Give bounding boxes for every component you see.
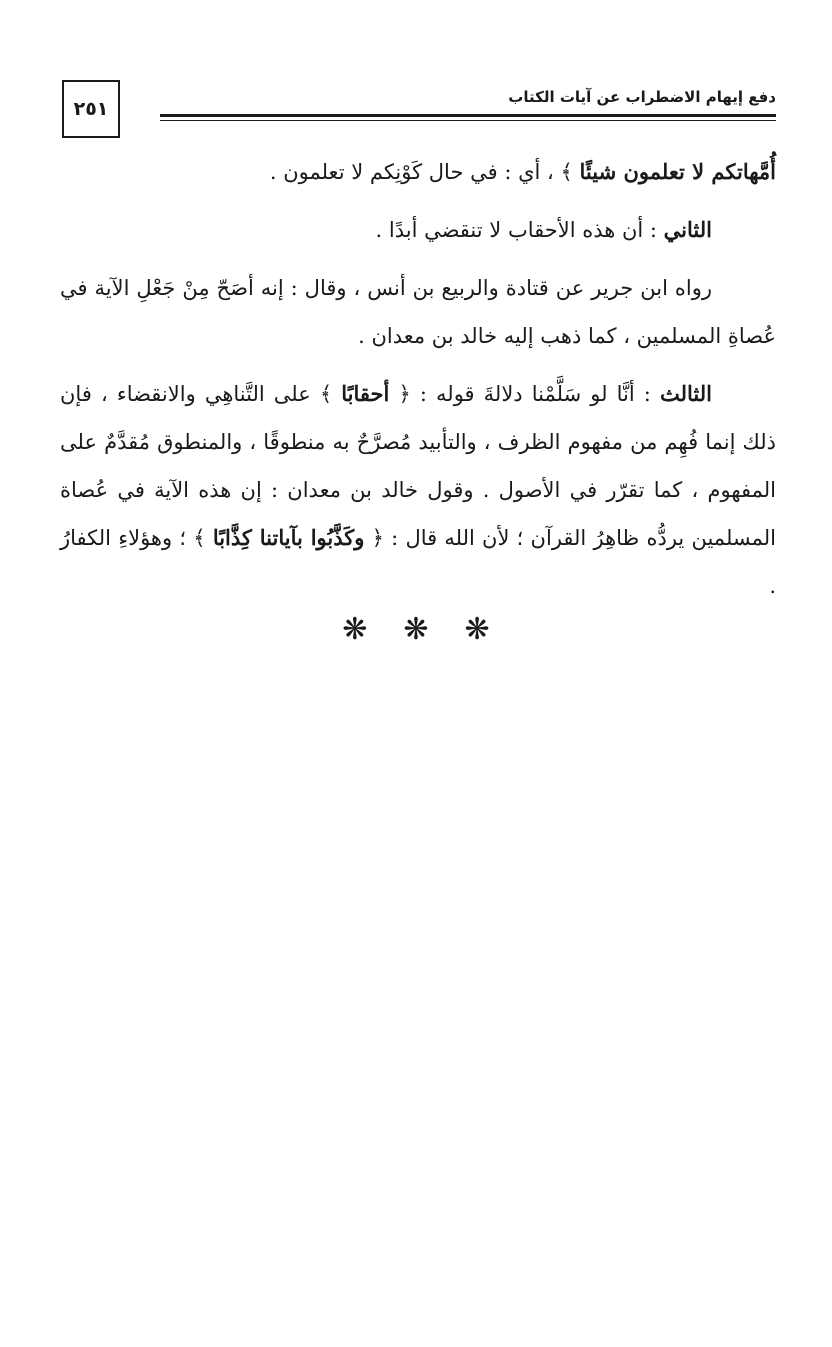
paragraph-1 bbox=[60, 148, 776, 196]
paragraph-1-text: ، أي : في حال كَوْنِكم لا تعلمون . bbox=[269, 160, 554, 184]
point-label-second: الثاني bbox=[663, 217, 712, 242]
verse-close-bracket: ﴾ bbox=[560, 160, 573, 184]
paragraph-4 bbox=[60, 370, 776, 610]
verse-close-bracket: ﴾ bbox=[319, 382, 333, 406]
paragraph-4-text-c: ؛ وهؤلاءِ الكفارُ . bbox=[60, 526, 776, 598]
verse-close-bracket-2: ﴾ bbox=[193, 526, 206, 550]
running-title: دفع إيهام الاضطراب عن آيات الكتاب bbox=[508, 88, 776, 106]
paragraph-4-text-a: : أنَّا لو سَلَّمْنا دلالةَ قوله : bbox=[419, 382, 651, 406]
paragraph-2 bbox=[60, 206, 776, 254]
paragraph-4-text-b: على التَّناهِي والانقضاء ، فإن ذلك إنما فُهِم من مفهوم الظرف ، والتأبيد مُصرَّحٌ به منطوقًا ، والمنطوق مُقدَّمٌ على المفهوم ، كما تقرّر في الأصول . وقول خالد بن معدان : إن هذه الآية في عُصاة المسلمين يردُّه ظاهِرُ القرآن ؛ لأن الله قال : bbox=[60, 382, 777, 550]
verse-open-bracket: ﴿ bbox=[398, 382, 411, 406]
page-number: ٢٥١ bbox=[62, 80, 120, 138]
header-rule-thin bbox=[160, 120, 776, 121]
verse-kadhdhabu: وكَذَّبُوا بآياتنا كِذَّابًا bbox=[212, 525, 365, 550]
verse-open-bracket-2: ﴿ bbox=[371, 526, 384, 550]
body-text bbox=[60, 148, 776, 620]
verse-ahqaban: أحقابًا bbox=[341, 381, 390, 406]
section-separator: ❋❋❋ bbox=[342, 612, 526, 647]
verse-fragment: أُمَّهاتكم لا تعلمون شيئًا bbox=[579, 159, 776, 184]
header-rule bbox=[160, 114, 776, 117]
paragraph-3 bbox=[60, 264, 776, 360]
paragraph-2-text: : أن هذه الأحقاب لا تنقضي أبدًا . bbox=[375, 218, 657, 242]
paragraph-3-text: رواه ابن جرير عن قتادة والربيع بن أنس ، وقال : إنه أصَحّ مِنْ جَعْلِ الآية في عُصاةِ المسلمين ، كما ذهب إليه خالد بن معدان . bbox=[60, 276, 776, 348]
point-label-third: الثالث bbox=[659, 381, 712, 406]
